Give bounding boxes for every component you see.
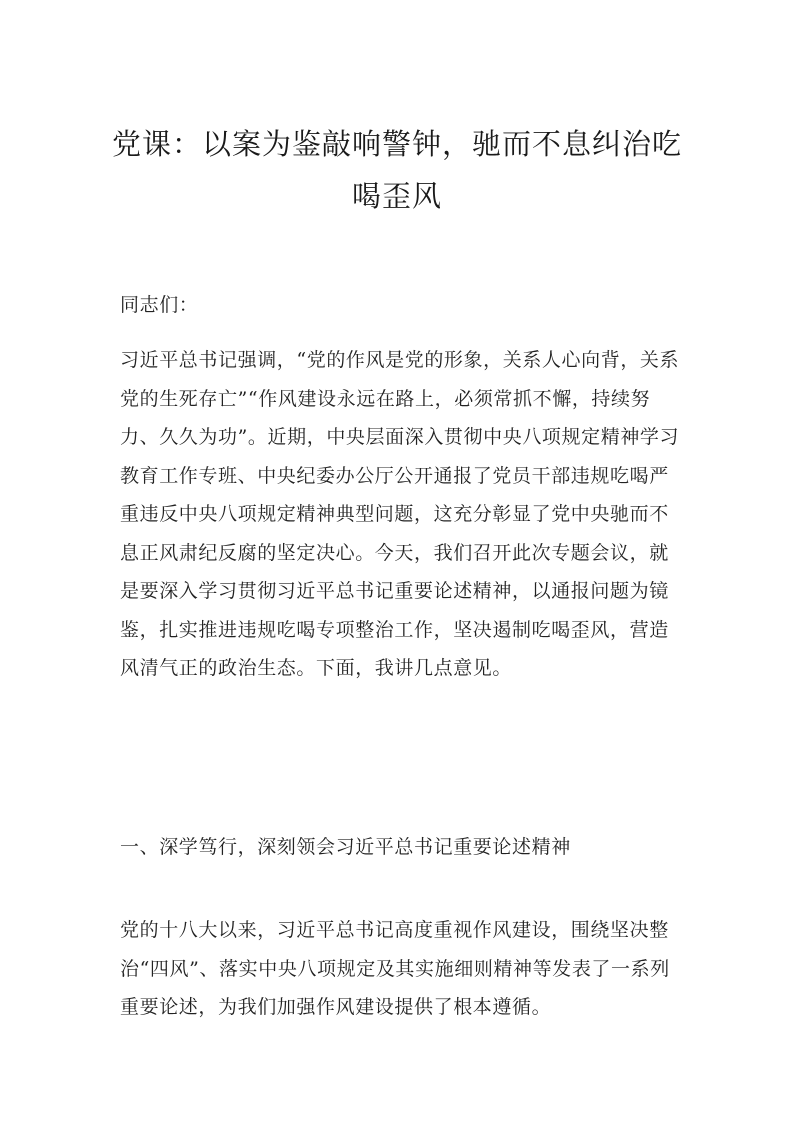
document-title: 党课：以案为鉴敲响警钟，驰而不息纠治吃喝歪风 [111, 127, 682, 213]
salutation: 同志们： [120, 294, 199, 316]
section-heading-1: 一、深学笃行，深刻领会习近平总书记重要论述精神 [120, 836, 571, 858]
paragraph-intro: 习近平总书记强调，“党的作风是党的形象，关系人心向背，关系党的生死存亡”“作风建设永远在路上，必须常抓不懈，持续努力、久久为功”。近期，中央层面深入贯彻中央八项规定精神学习教育工作专班、中央纪委办公厅公开通报了党员干部违规吃喝严重违反中央八项规定精神典型问题，这充分彰显了党中央驰而不息正风肃纪反腐的坚定决心。今天，我们召开此次专题会议，就是要深入学习贯彻习近平总书记重要论述精神，以通报问题为镜鉴，扎实推进违规吃喝专项整治工作，坚决遏制吃喝歪风，营造风清气正的政治生态。下面，我讲几点意见。 [120, 349, 680, 679]
paragraph-section-1: 党的十八大以来，习近平总书记高度重视作风建设，围绕坚决整治“四风”、落实中央八项规定及其实施细则精神等发表了一系列重要论述，为我们加强作风建设提供了根本遵循。 [120, 919, 670, 1018]
